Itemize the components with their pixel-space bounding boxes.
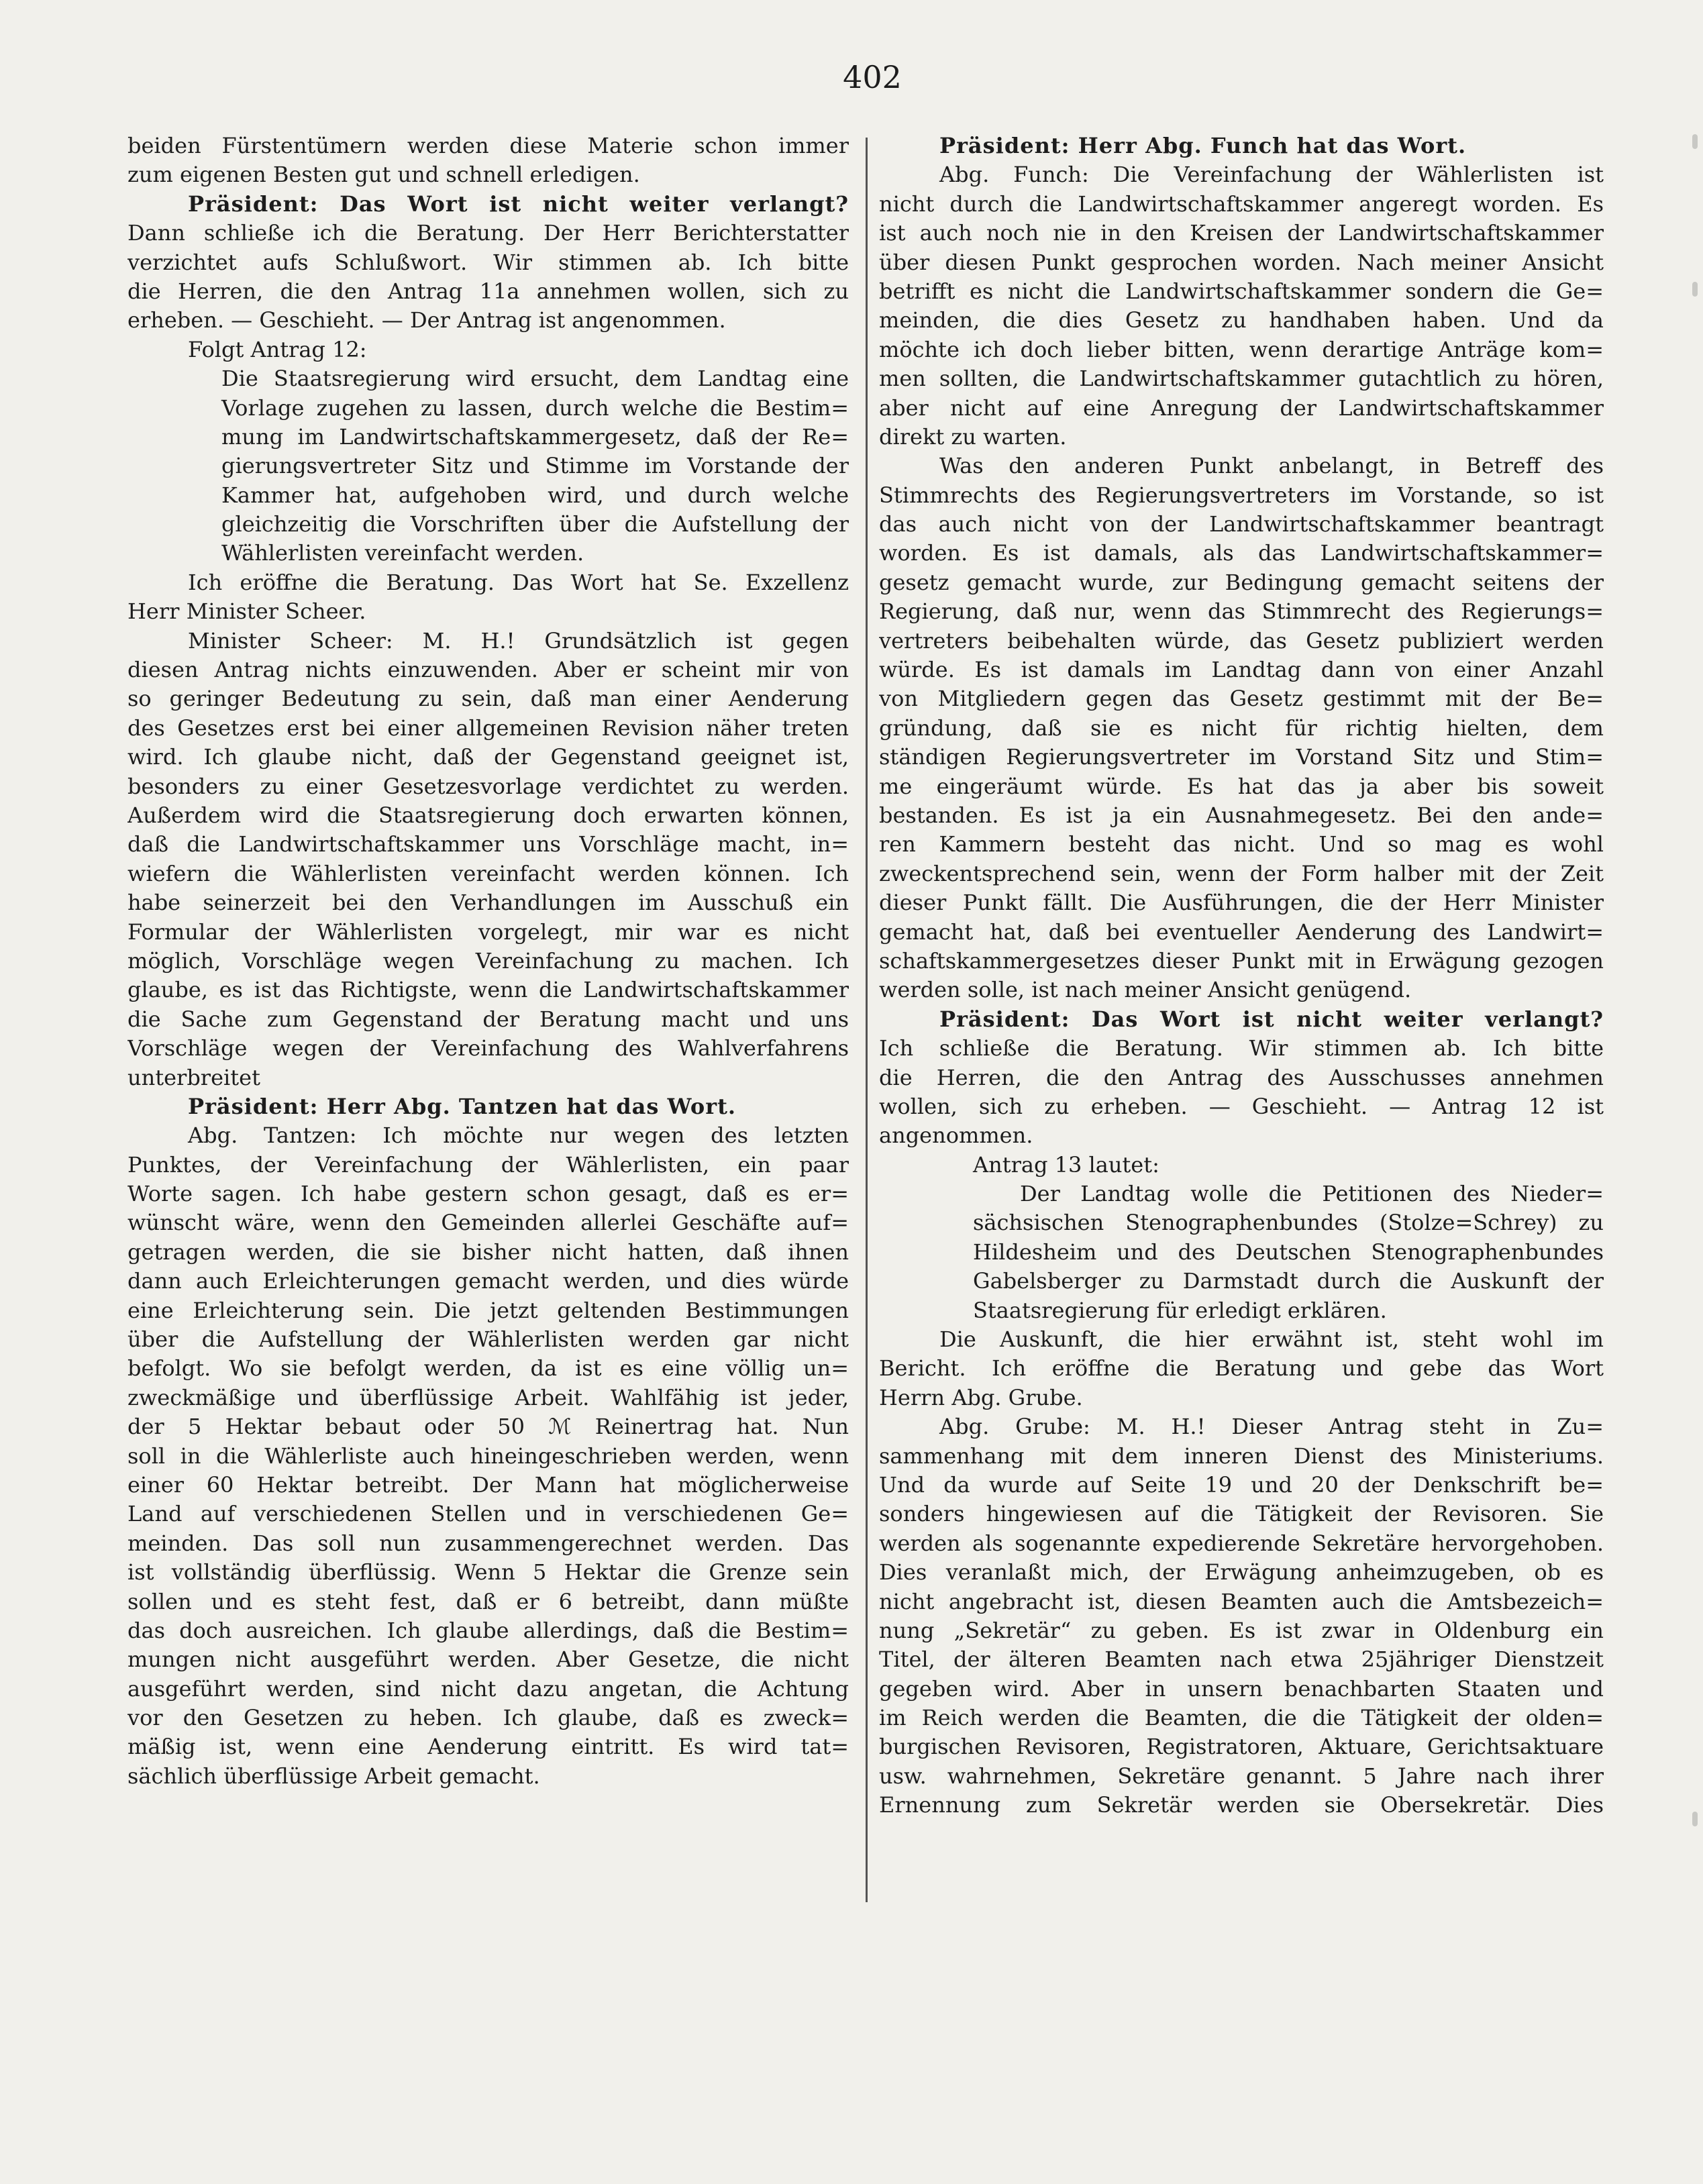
text-line: von Mitgliedern gegen das Gesetz gestimmt mit der Be= [879, 686, 1604, 712]
text-line: Die Auskunft, die hier erwähnt ist, steht wohl im [939, 1327, 1604, 1353]
text-line: die Herren, die den Antrag 11a annehmen wollen, sich zu [127, 278, 849, 304]
text-line: die Herren, die den Antrag des Ausschusses annehmen [879, 1064, 1604, 1090]
text-line: Vorlage zugehen zu lassen, durch welche die Bestim= [221, 395, 849, 421]
text-line: wiefern die Wählerlisten vereinfacht werden können. Ich [127, 860, 849, 886]
text-line: Die Staatsregierung wird ersucht, dem Landtag eine [221, 366, 849, 392]
text-line: dieser Punkt fällt. Die Ausführungen, die der Herr Minister [879, 890, 1604, 916]
text-line: bestanden. Es ist ja ein Ausnahmegesetz. Bei den ande= [879, 802, 1604, 828]
text-line: werden als sogenannte expedierende Sekretäre hervorgehoben. [879, 1530, 1604, 1556]
text-line: vor den Gesetzen zu heben. Ich glaube, daß es zweck= [127, 1705, 849, 1731]
text-line: Vorschläge wegen der Vereinfachung des Wahlverfahrens [127, 1035, 849, 1061]
text-line: ist vollständig überflüssig. Wenn 5 Hektar die Grenze sein [127, 1559, 849, 1585]
text-line: schaftskammergesetzes dieser Punkt mit in Erwägung gezogen [879, 947, 1604, 974]
text-line: besonders zu einer Gesetzesvorlage verdichtet zu werden. [127, 773, 849, 799]
text-line: burgischen Revisoren, Registratoren, Aktuare, Gerichtsaktuare [879, 1734, 1604, 1760]
text-line: Ernennung zum Sekretär werden sie Obersekretär. Dies [879, 1792, 1604, 1818]
text-line: gemacht hat, daß bei eventueller Aenderung des Landwirt= [879, 919, 1604, 945]
text-line: meinden, die dies Gesetz zu handhaben haben. Und da [879, 307, 1604, 333]
text-line: gierungsvertreter Sitz und Stimme im Vorstande der [221, 453, 849, 479]
text-line: ausgeführt werden, sind nicht dazu angetan, die Achtung [127, 1675, 849, 1702]
text-line: mung im Landwirtschaftskammergesetz, daß der Re= [221, 423, 849, 450]
text-line: worden. Es ist damals, als das Landwirtschaftskammer= [879, 540, 1604, 566]
text-line: Hildesheim und des Deutschen Stenographenbundes [973, 1239, 1604, 1265]
text-line: Folgt Antrag 12: [188, 336, 367, 362]
text-line: so geringer Bedeutung zu sein, daß man einer Aenderung [127, 686, 849, 712]
text-line: sächsischen Stenographenbundes (Stolze=Schrey) zu [973, 1210, 1604, 1236]
text-line: Ich schließe die Beratung. Wir stimmen ab. Ich bitte [879, 1035, 1604, 1061]
text-line: würde. Es ist damals im Landtag dann von einer Anzahl [879, 657, 1604, 683]
text-line: wünscht wäre, wenn den Gemeinden allerlei Geschäfte auf= [127, 1210, 849, 1236]
text-line: gesetz gemacht wurde, zur Bedingung gemacht seitens der [879, 569, 1604, 595]
text-line: Präsident: Herr Abg. Funch hat das Wort. [939, 133, 1467, 158]
text-line: unterbreitet [127, 1064, 260, 1090]
text-line: Präsident: Herr Abg. Tantzen hat das Wort. [188, 1093, 736, 1119]
text-line: betrifft es nicht die Landwirtschaftskammer sondern die Ge= [879, 278, 1604, 304]
text-line: über diesen Punkt gesprochen worden. Nach meiner Ansicht [879, 249, 1604, 275]
text-line: das doch ausreichen. Ich glaube allerdings, daß die Bestim= [127, 1617, 849, 1643]
text-line: sollen und es steht fest, daß er 6 betreibt, dann müßte [127, 1588, 849, 1614]
text-line: Titel, der älteren Beamten nach etwa 25jähriger Dienstzeit [879, 1647, 1604, 1673]
text-line: angenommen. [879, 1123, 1033, 1149]
text-line: daß die Landwirtschaftskammer uns Vorschläge macht, in= [127, 831, 849, 857]
text-line: nicht angebracht ist, diesen Beamten auch die Amtsbezeich= [879, 1588, 1604, 1614]
left-column [127, 132, 849, 1791]
text-line: Präsident: Das Wort ist nicht weiter verlangt? [939, 1006, 1604, 1032]
text-line: der 5 Hektar bebaut oder 50 ℳ Reinertrag hat. Nun [127, 1414, 849, 1440]
right-column [879, 132, 1604, 1820]
text-line: sonders hingewiesen auf die Tätigkeit der Revisoren. Sie [879, 1501, 1604, 1527]
column-divider [866, 138, 868, 1902]
text-line: Abg. Tantzen: Ich möchte nur wegen des letzten [188, 1123, 849, 1149]
text-line: zweckentsprechend sein, wenn der Form halber mit der Zeit [879, 860, 1604, 886]
text-line: zweckmäßige und überflüssige Arbeit. Wahlfähig ist jeder, [127, 1384, 849, 1410]
text-line: getragen werden, die sie bisher nicht hatten, daß ihnen [127, 1239, 849, 1265]
text-line: gründung, daß sie es nicht für richtig hielten, dem [879, 715, 1604, 741]
text-line: Abg. Grube: M. H.! Dieser Antrag steht in Zu= [939, 1414, 1604, 1440]
text-line: Antrag 13 lautet: [973, 1151, 1159, 1178]
text-line: Bericht. Ich eröffne die Beratung und gebe das Wort [879, 1355, 1604, 1382]
text-line: Abg. Funch: Die Vereinfachung der Wählerlisten ist [939, 162, 1604, 188]
text-line: das auch nicht von der Landwirtschaftskammer beantragt [879, 511, 1604, 537]
text-line: Herr Minister Scheer. [127, 599, 366, 625]
text-line: Präsident: Das Wort ist nicht weiter verlangt? [188, 191, 849, 217]
text-line: Ich eröffne die Beratung. Das Wort hat Se. Exzellenz [188, 569, 849, 595]
text-line: erheben. — Geschieht. — Der Antrag ist angenommen. [127, 307, 726, 333]
text-line: gleichzeitig die Vorschriften über die Aufstellung der [221, 511, 849, 537]
text-line: glaube, es ist das Richtigste, wenn die Landwirtschaftskammer [127, 977, 849, 1003]
text-line: ist auch noch nie in den Kreisen der Landwirtschaftskammer [879, 220, 1604, 246]
page-edge-mark [1692, 1812, 1698, 1826]
text-line: Dann schließe ich die Beratung. Der Herr Berichterstatter [127, 220, 849, 246]
text-line: beiden Fürstentümern werden diese Materie schon immer [127, 133, 849, 158]
text-line: soll in die Wählerliste auch hineingeschrieben werden, wenn [127, 1443, 849, 1469]
text-line: über die Aufstellung der Wählerlisten werden gar nicht [127, 1327, 849, 1353]
text-line: sächlich überflüssige Arbeit gemacht. [127, 1763, 540, 1789]
text-line: vertreters beibehalten würde, das Gesetz publiziert werden [879, 627, 1604, 654]
text-line: mäßig ist, wenn eine Aenderung eintritt. Es wird tat= [127, 1734, 849, 1760]
text-line: Was den anderen Punkt anbelangt, in Betreff des [939, 453, 1604, 479]
text-line: gegeben wird. Aber in unsern benachbarten Staaten und [879, 1675, 1604, 1702]
text-line: Staatsregierung für erledigt erklären. [973, 1297, 1387, 1323]
text-line: Formular der Wählerlisten vorgelegt, mir war es nicht [127, 919, 849, 945]
text-line: ständigen Regierungsvertreter im Vorstand Sitz und Stim= [879, 744, 1604, 770]
text-line: sammenhang mit dem inneren Dienst des Ministeriums. [879, 1443, 1604, 1469]
page-number: 402 [843, 59, 902, 95]
text-line: Und da wurde auf Seite 19 und 20 der Denkschrift be= [879, 1471, 1604, 1498]
text-line: meinden. Das soll nun zusammengerechnet werden. Das [127, 1530, 849, 1556]
text-line: Wählerlisten vereinfacht werden. [221, 540, 584, 566]
text-line: werden solle, ist nach meiner Ansicht genügend. [879, 977, 1412, 1003]
text-line: dann auch Erleichterungen gemacht werden, und dies würde [127, 1268, 849, 1294]
text-line: des Gesetzes erst bei einer allgemeinen Revision näher treten [127, 715, 849, 741]
text-line: aber nicht auf eine Anregung der Landwirtschaftskammer [879, 395, 1604, 421]
page-edge-mark [1692, 282, 1698, 297]
page-edge-mark [1692, 134, 1698, 149]
text-line: zum eigenen Besten gut und schnell erledigen. [127, 162, 640, 188]
text-line: mungen nicht ausgeführt werden. Aber Gesetze, die nicht [127, 1647, 849, 1673]
text-line: Außerdem wird die Staatsregierung doch erwarten können, [127, 802, 849, 828]
text-line: direkt zu warten. [879, 423, 1067, 450]
text-line: habe seinerzeit bei den Verhandlungen im Ausschuß ein [127, 890, 849, 916]
text-line: nicht durch die Landwirtschaftskammer angeregt worden. Es [879, 191, 1604, 217]
text-line: usw. wahrnehmen, Sekretäre genannt. 5 Jahre nach ihrer [879, 1763, 1604, 1789]
text-line: Worte sagen. Ich habe gestern schon gesagt, daß es er= [127, 1181, 849, 1207]
text-line: Kammer hat, aufgehoben wird, und durch welche [221, 482, 849, 508]
text-line: Punktes, der Vereinfachung der Wählerlisten, ein paar [127, 1151, 849, 1178]
text-line: men sollten, die Landwirtschaftskammer gutachtlich zu hören, [879, 366, 1604, 392]
text-line: diesen Antrag nichts einzuwenden. Aber er scheint mir von [127, 657, 849, 683]
text-line: Land auf verschiedenen Stellen und in verschiedenen Ge= [127, 1501, 849, 1527]
text-line: Minister Scheer: M. H.! Grundsätzlich ist gegen [188, 627, 849, 654]
text-line: wird. Ich glaube nicht, daß der Gegenstand geeignet ist, [127, 744, 849, 770]
text-line: Dies veranlaßt mich, der Erwägung anheimzugeben, ob es [879, 1559, 1604, 1585]
text-line: Gabelsberger zu Darmstadt durch die Auskunft der [973, 1268, 1604, 1294]
text-line: nung „Sekretär“ zu geben. Es ist zwar in Oldenburg ein [879, 1617, 1604, 1643]
text-line: wollen, sich zu erheben. — Geschieht. — Antrag 12 ist [879, 1093, 1604, 1119]
text-line: Stimmrechts des Regierungsvertreters im Vorstande, so ist [879, 482, 1604, 508]
text-line: verzichtet aufs Schlußwort. Wir stimmen ab. Ich bitte [127, 249, 849, 275]
text-line: me eingeräumt würde. Es hat das ja aber bis soweit [879, 773, 1604, 799]
text-line: möglich, Vorschläge wegen Vereinfachung zu machen. Ich [127, 947, 849, 974]
text-line: eine Erleichterung sein. Die jetzt geltenden Bestimmungen [127, 1297, 849, 1323]
text-line: Der Landtag wolle die Petitionen des Nieder= [1020, 1181, 1604, 1207]
text-line: möchte ich doch lieber bitten, wenn derartige Anträge kom= [879, 336, 1604, 362]
text-line: Herrn Abg. Grube. [879, 1384, 1083, 1410]
text-line: Regierung, daß nur, wenn das Stimmrecht des Regierungs= [879, 599, 1604, 625]
text-line: die Sache zum Gegenstand der Beratung macht und uns [127, 1006, 849, 1032]
text-line: einer 60 Hektar betreibt. Der Mann hat möglicherweise [127, 1471, 849, 1498]
text-line: im Reich werden die Beamten, die die Tätigkeit der olden= [879, 1705, 1604, 1731]
text-line: ren Kammern besteht das nicht. Und so mag es wohl [879, 831, 1604, 857]
text-line: befolgt. Wo sie befolgt werden, da ist es eine völlig un= [127, 1355, 849, 1382]
